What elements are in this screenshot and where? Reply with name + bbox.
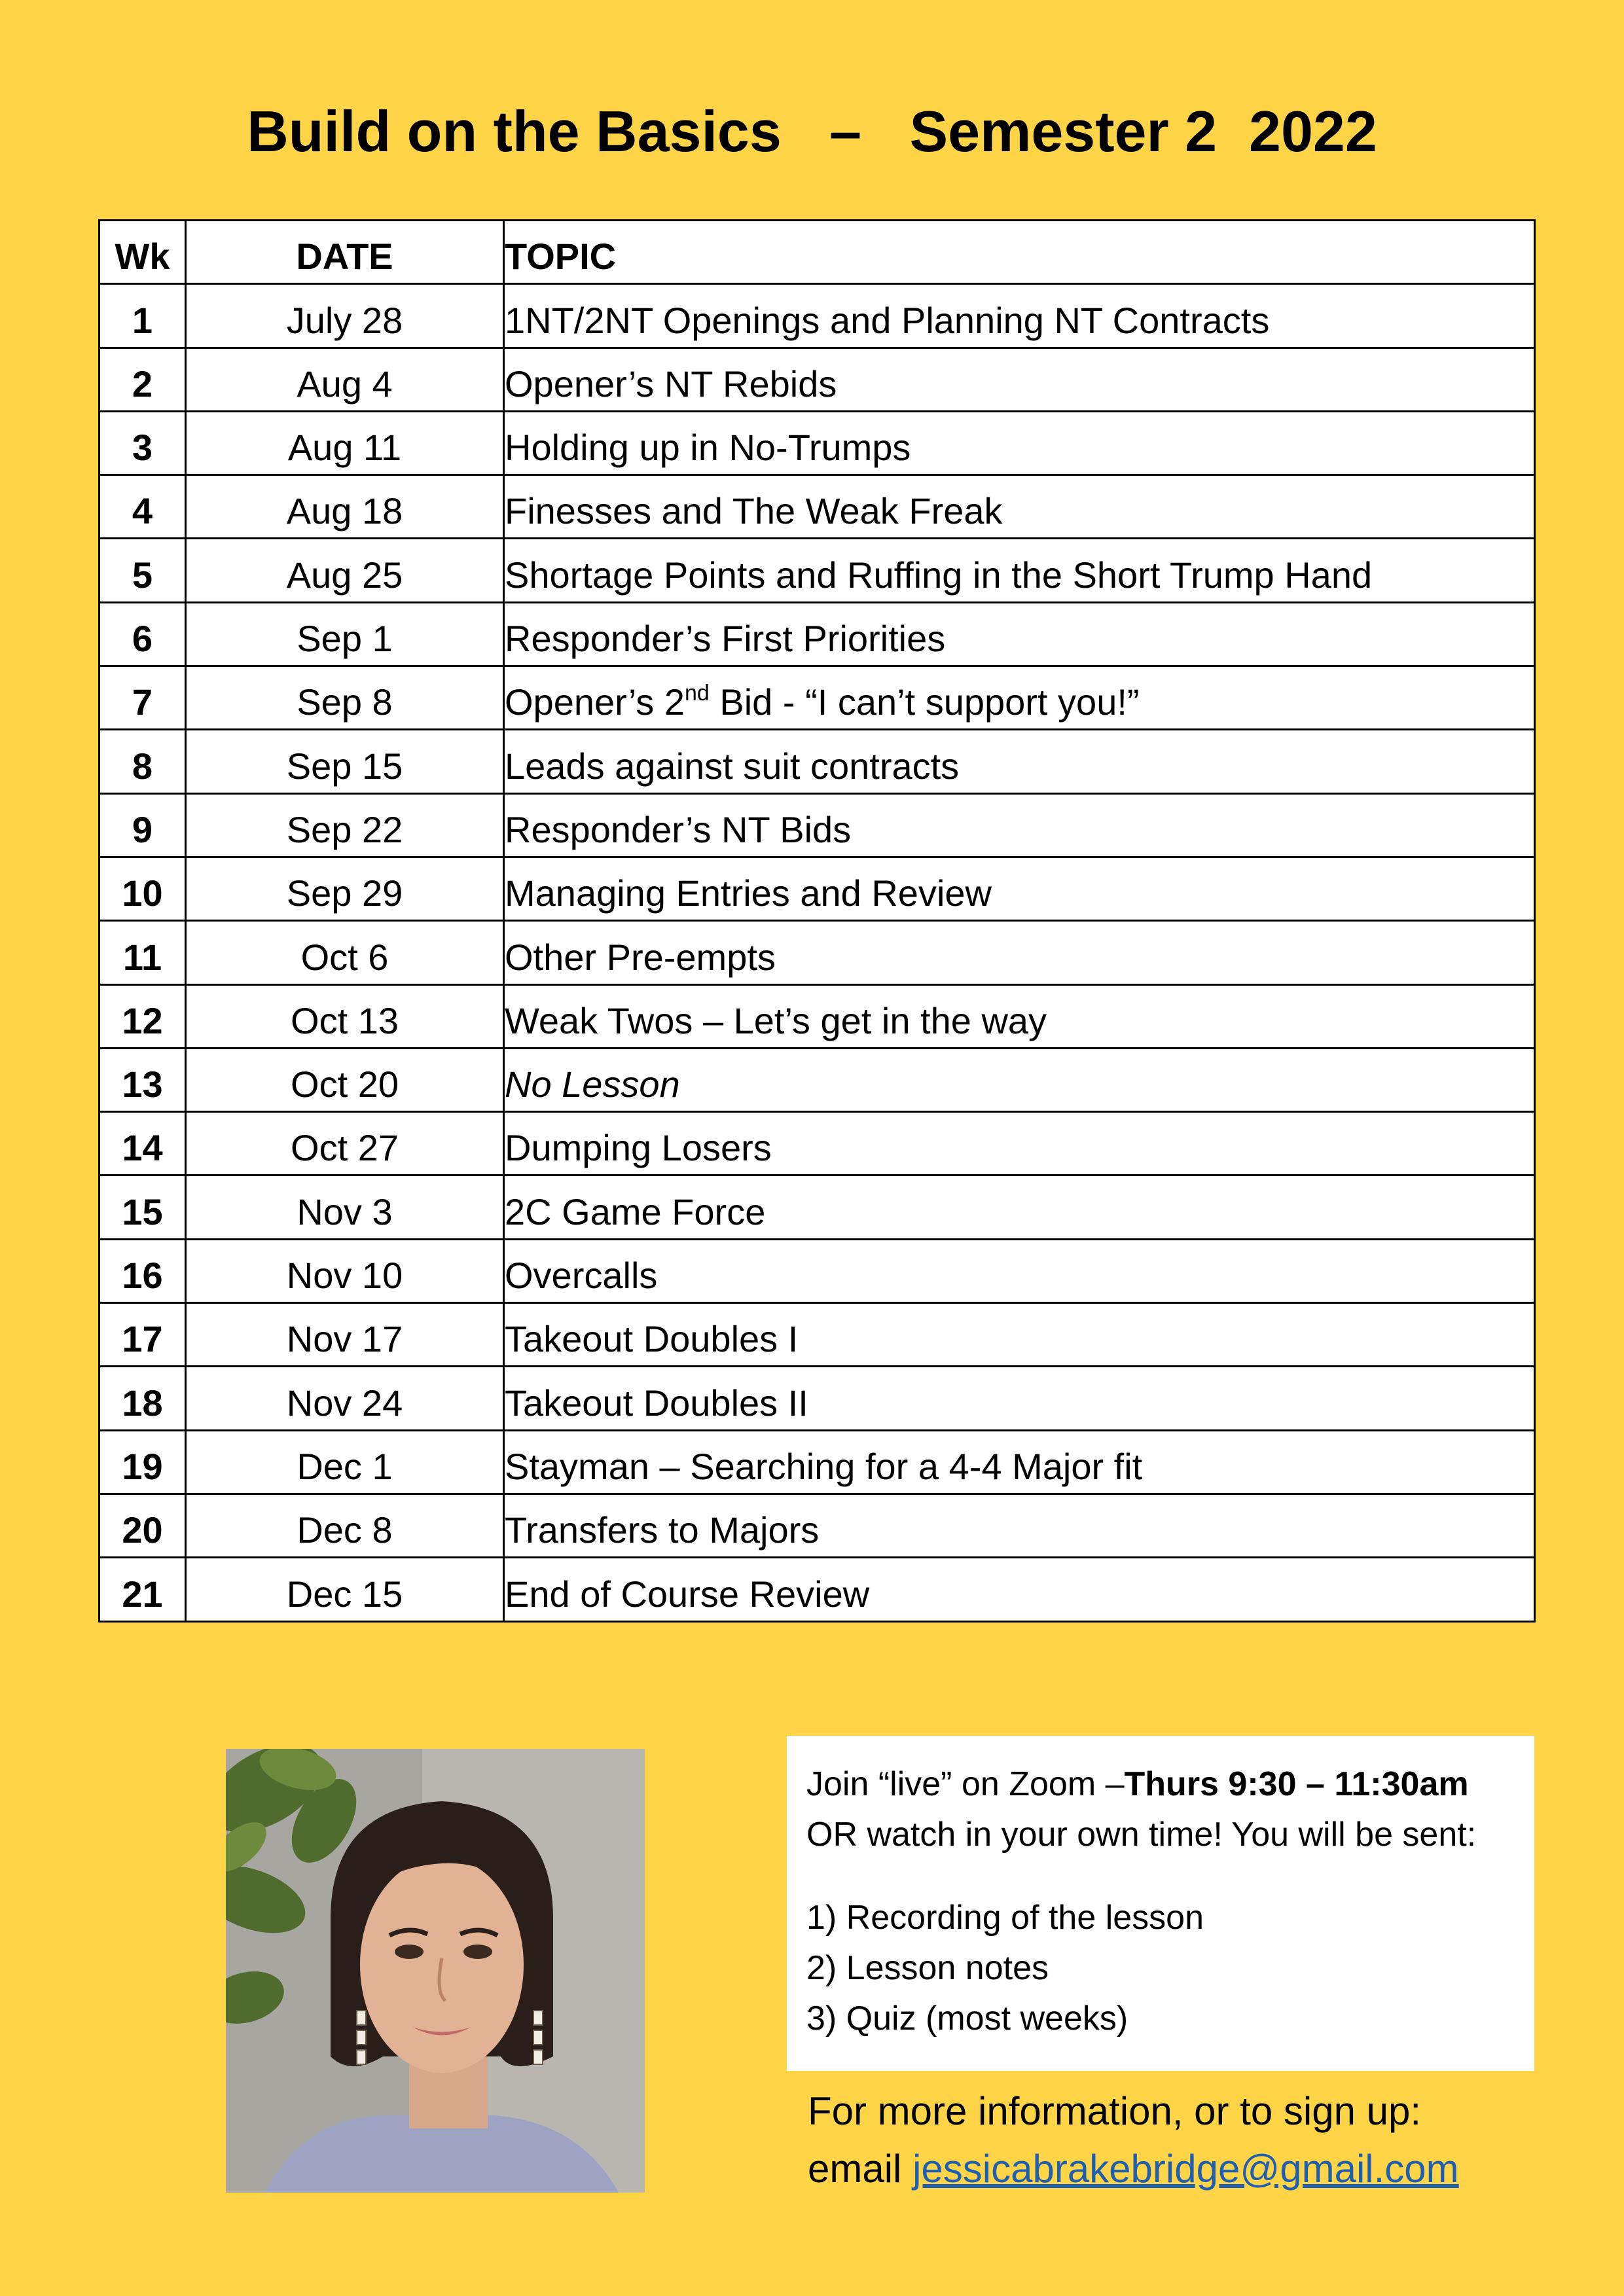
cell-topic: Takeout Doubles I: [504, 1303, 1535, 1367]
cell-date: Dec 15: [186, 1558, 504, 1621]
email-line: [808, 2140, 1567, 2198]
contact-info: [808, 2083, 1567, 2198]
table-row: [99, 1239, 1535, 1302]
cell-topic: Shortage Points and Ruffing in the Short Trump Hand: [504, 539, 1535, 602]
table-row: [99, 984, 1535, 1048]
cell-date: Sep 1: [186, 602, 504, 666]
page-title: Build on the Basics – Semester 2 2022: [247, 99, 1377, 164]
cell-date: Nov 17: [186, 1303, 504, 1367]
table-row: [99, 730, 1535, 793]
table-row: [99, 1175, 1535, 1239]
cell-date: Oct 6: [186, 921, 504, 984]
cell-date: Oct 13: [186, 984, 504, 1048]
list-item: 3) Quiz (most weeks): [806, 2000, 1128, 2037]
cell-date: Sep 15: [186, 730, 504, 793]
table-row: [99, 793, 1535, 857]
table-row: [99, 1303, 1535, 1367]
cell-topic: Responder’s NT Bids: [504, 793, 1535, 857]
cell-date: Nov 24: [186, 1367, 504, 1430]
instructor-photo: [226, 1749, 645, 2193]
header-topic: TOPIC: [504, 221, 1535, 284]
cell-topic: Leads against suit contracts: [504, 730, 1535, 793]
cell-wk: 9: [99, 793, 186, 857]
cell-date: Nov 10: [186, 1239, 504, 1302]
cell-wk: 21: [99, 1558, 186, 1621]
table-row: [99, 1494, 1535, 1557]
cell-date: Aug 18: [186, 475, 504, 539]
table-header-row: [99, 221, 1535, 284]
cell-wk: 20: [99, 1494, 186, 1557]
cell-topic: 2C Game Force: [504, 1175, 1535, 1239]
table-row: [99, 1367, 1535, 1430]
header-date: DATE: [186, 221, 504, 284]
cell-topic: Managing Entries and Review: [504, 857, 1535, 920]
cell-topic: No Lesson: [504, 1048, 1535, 1111]
topic-text-post: Bid - “I can’t support you!”: [709, 681, 1140, 723]
zoom-line: [806, 1759, 1515, 1810]
cell-topic: Takeout Doubles II: [504, 1367, 1535, 1430]
list-item: 1) Recording of the lesson: [806, 1899, 1204, 1937]
cell-topic: Overcalls: [504, 1239, 1535, 1302]
cell-wk: 15: [99, 1175, 186, 1239]
cell-wk: 14: [99, 1112, 186, 1175]
cell-topic: Stayman – Searching for a 4-4 Major fit: [504, 1430, 1535, 1494]
email-link[interactable]: jessicabrakebridge@gmail.com: [912, 2147, 1459, 2191]
cell-date: Aug 25: [186, 539, 504, 602]
cell-wk: 3: [99, 411, 186, 475]
cell-wk: 12: [99, 984, 186, 1048]
cell-date: Nov 3: [186, 1175, 504, 1239]
table-row: [99, 475, 1535, 539]
session-time: Thurs 9:30 – 11:30am: [1124, 1765, 1469, 1803]
cell-date: Aug 4: [186, 348, 504, 411]
table-row: [99, 857, 1535, 920]
cell-wk: 8: [99, 730, 186, 793]
table-row: [99, 284, 1535, 348]
cell-wk: 10: [99, 857, 186, 920]
contact-line: For more information, or to sign up:: [808, 2089, 1422, 2133]
cell-topic: End of Course Review: [504, 1558, 1535, 1621]
header-wk: Wk: [99, 221, 186, 284]
table-row: [99, 602, 1535, 666]
zoom-text: Join “live” on Zoom –: [806, 1765, 1125, 1803]
topic-text-pre: Opener’s 2: [505, 681, 685, 723]
table-row: [99, 348, 1535, 411]
cell-date: Oct 20: [186, 1048, 504, 1111]
cell-topic: Other Pre-empts: [504, 921, 1535, 984]
table-row: [99, 921, 1535, 984]
cell-date: Dec 1: [186, 1430, 504, 1494]
cell-date: Dec 8: [186, 1494, 504, 1557]
cell-topic: 1NT/2NT Openings and Planning NT Contracts: [504, 284, 1535, 348]
watch-line: OR watch in your own time! You will be sent:: [806, 1816, 1477, 1854]
cell-date: Sep 22: [186, 793, 504, 857]
cell-wk: 11: [99, 921, 186, 984]
email-prefix: email: [808, 2147, 913, 2191]
table-row: [99, 1112, 1535, 1175]
cell-wk: 7: [99, 666, 186, 730]
cell-wk: 1: [99, 284, 186, 348]
cell-wk: 4: [99, 475, 186, 539]
session-info-box: [787, 1736, 1534, 2071]
cell-date: Aug 11: [186, 411, 504, 475]
cell-topic: Transfers to Majors: [504, 1494, 1535, 1557]
cell-topic: Holding up in No-Trumps: [504, 411, 1535, 475]
table-row: [99, 1430, 1535, 1494]
cell-wk: 16: [99, 1239, 186, 1302]
cell-topic: [504, 666, 1535, 730]
table-row: [99, 1048, 1535, 1111]
cell-date: July 28: [186, 284, 504, 348]
schedule-table: [98, 219, 1536, 1623]
table-row: [99, 1558, 1535, 1621]
cell-date: Oct 27: [186, 1112, 504, 1175]
list-item: 2) Lesson notes: [806, 1949, 1049, 1987]
cell-wk: 13: [99, 1048, 186, 1111]
table-row: [99, 539, 1535, 602]
cell-wk: 19: [99, 1430, 186, 1494]
cell-date: Sep 29: [186, 857, 504, 920]
cell-wk: 18: [99, 1367, 186, 1430]
cell-wk: 2: [99, 348, 186, 411]
cell-topic: Opener’s NT Rebids: [504, 348, 1535, 411]
table-row: [99, 666, 1535, 730]
cell-topic: Weak Twos – Let’s get in the way: [504, 984, 1535, 1048]
cell-date: Sep 8: [186, 666, 504, 730]
cell-topic: Dumping Losers: [504, 1112, 1535, 1175]
cell-wk: 6: [99, 602, 186, 666]
ordinal-superscript: nd: [685, 681, 710, 706]
cell-topic: Responder’s First Priorities: [504, 602, 1535, 666]
cell-topic: Finesses and The Weak Freak: [504, 475, 1535, 539]
table-row: [99, 411, 1535, 475]
cell-wk: 17: [99, 1303, 186, 1367]
cell-wk: 5: [99, 539, 186, 602]
